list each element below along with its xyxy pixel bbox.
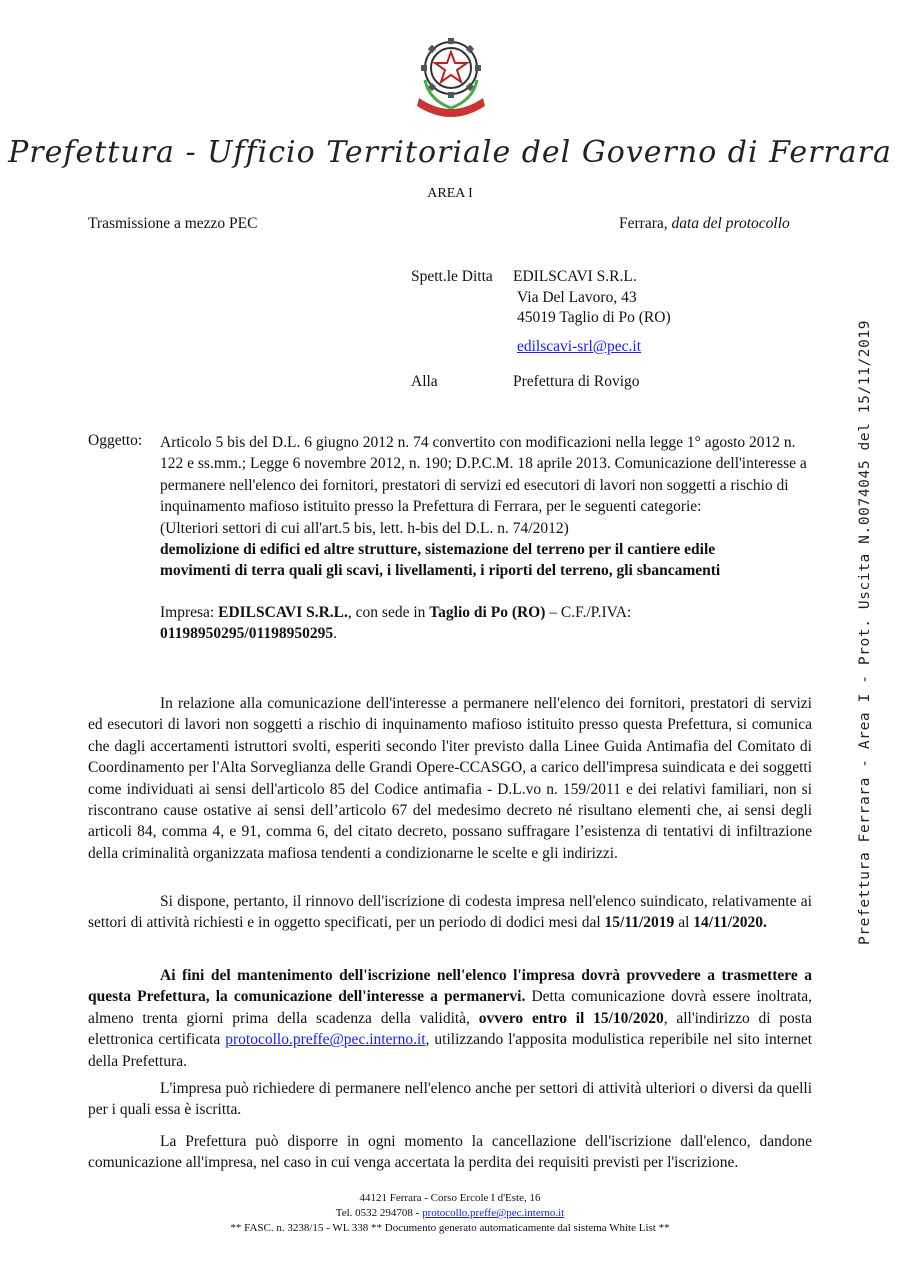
transmission-method: Trasmissione a mezzo PEC [88,215,258,232]
body-p3-bold: Ai fini del mantenimento dell'iscrizione nell'elenco l'impresa dovrà provvedere a trasmettere a questa Prefettura, la comunicazione dell'interesse a permanervi. [88,967,812,1006]
category-2: movimenti di terra quali gli scavi, i livellamenti, i riporti del terreno, gli sbancamenti [160,562,721,580]
office-title: Prefettura - Ufficio Territoriale del Governo di Ferrara [8,135,892,170]
company-cf-label: – C.F./P.IVA: [545,603,632,621]
alla-value: Prefettura di Rovigo [513,373,640,390]
body-p3-text3: , utilizzando l'apposita modulistica reperibile nel sito internet della Prefettura. [88,1031,813,1070]
body-paragraph-3 [88,965,812,1072]
body-paragraph-4 [88,1078,812,1121]
subject-label: Oggetto: [88,432,143,449]
deadline: ovvero entro il 15/10/2020 [478,1009,664,1027]
recipient-address-2: 45019 Taglio di Po (RO) [517,309,671,326]
footer-contacts [0,1207,900,1219]
company-prefix: Impresa: [160,603,219,621]
body-paragraph-2 [88,891,812,934]
body-p5-text: La Prefettura può disporre in ogni momento la cancellazione dell'iscrizione dall'elenco, dandone comunicazione all'impresa, nel caso in cui venga accertata la perdita dei requisiti previsti per l'iscrizione. [88,1133,812,1172]
body-p1-text: In relazione alla comunicazione dell'interesse a permanere nell'elenco dei fornitori, prestatori di servizi ed esecutori di lavori non soggetti a rischio di inquinamento mafioso istituito presso questa Prefettura, si comunica che dagli accertamenti istruttori svolti, esperiti secondo l'iter previsto dalla Linee Guida Antimafia del Comitato di Coordinamento per l'Alta Sorveglianza delle Grandi Opere-CCASGO, a carico dell'impresa suindicata e dei soggetti come individuati ai sensi dell'articolo 85 del Codice antimafia - D.L.vo n. 159/2011 e dei relativi familiari, non si riscontrano cause ostative ai sensi dell’articolo 67 del medesimo decreto né risultano elementi che, ai sensi degli articoli 84, comma 4, e 91, comma 6, del citato decreto, possano suffragare l’esistenza di tentativi di infiltrazione della criminalità organizzata mafiosa tendenti a condizionarne le scelte e gli indirizzi. [88,695,812,862]
body-paragraph-1 [88,693,812,864]
body-paragraph-5 [88,1131,812,1174]
validity-to: 14/11/2020. [693,914,767,932]
date-placeholder: data del protocollo [671,215,790,232]
company-name: EDILSCAVI S.R.L. [218,603,348,621]
company-line [160,602,810,645]
place-date [619,215,790,233]
subject-note: (Ulteriori settori di cui all'art.5 bis, lett. h-bis del D.L. n. 74/2012) [160,519,569,537]
recipient-email-link[interactable]: edilscavi-srl@pec.it [517,338,642,355]
body-p4-text: L'impresa può richiedere di permanere nell'elenco anche per settori di attività ulteriori o diversi da quelli per i quali essa è iscritta. [88,1080,812,1119]
validity-from: 15/11/2019 [604,914,675,932]
recipient-address-1: Via Del Lavoro, 43 [517,289,637,306]
recipient-name: EDILSCAVI S.R.L. [513,268,637,285]
company-city: Taglio di Po (RO) [429,603,546,621]
subject-block [160,432,810,645]
area-label: AREA I [427,186,473,201]
footer-email-link[interactable]: protocollo.preffe@pec.interno.it [422,1207,565,1219]
place: Ferrara, [619,215,672,232]
category-1: demolizione di edifici ed altre strutture, sistemazione del terreno per il cantiere edile [160,541,716,559]
protocol-stamp: Prefettura Ferrara - Area I - Prot. Uscita N.0074045 del 15/11/2019 [857,319,873,945]
pec-email-link[interactable]: protocollo.preffe@pec.interno.it [225,1031,426,1049]
recipient-label: Spett.le Ditta [411,268,493,285]
body-p3-text2: , all'indirizzo di posta elettronica certificata [88,1009,813,1049]
footer-fasc: ** FASC. n. 3238/15 - WL 338 ** Documento generato automaticamente dal sistema White List ** [230,1222,670,1234]
subject-text: Articolo 5 bis del D.L. 6 giugno 2012 n. 74 convertito con modificazioni nella legge 1° agosto 2012 n. 122 e ss.mm.; Legge 6 novembre 2012, n. 190; D.P.C.M. 18 aprile 2013. Comunicazione dell'interesse a permanere nell'elenco dei fornitori, prestatori di servizi ed esecutori di lavori non soggetti a rischio di inquinamento mafioso istituito presso la Prefettura di Ferrara, per le seguenti categorie: [160,434,807,516]
republic-emblem-icon [405,28,497,120]
footer-address: 44121 Ferrara - Corso Ercole I d'Este, 16 [359,1192,541,1204]
body-p3-text1: Detta comunicazione dovrà essere inoltrata, almeno trenta giorni prima della scadenza della validità, [88,988,813,1027]
alla-label: Alla [411,373,438,390]
body-p2-mid: al [674,914,694,932]
body-p2-text: Si dispone, pertanto, il rinnovo dell'iscrizione di codesta impresa nell'elenco suindicato, relativamente ai settori di attività richiesti e in oggetto specificati, per un periodo di dodici mesi dal [88,893,812,932]
company-cf: 01198950295/01198950295 [160,625,334,643]
footer-tel: Tel. 0532 294708 - [335,1207,423,1219]
company-mid: , con sede in [347,603,430,621]
company-end: . [333,625,337,643]
